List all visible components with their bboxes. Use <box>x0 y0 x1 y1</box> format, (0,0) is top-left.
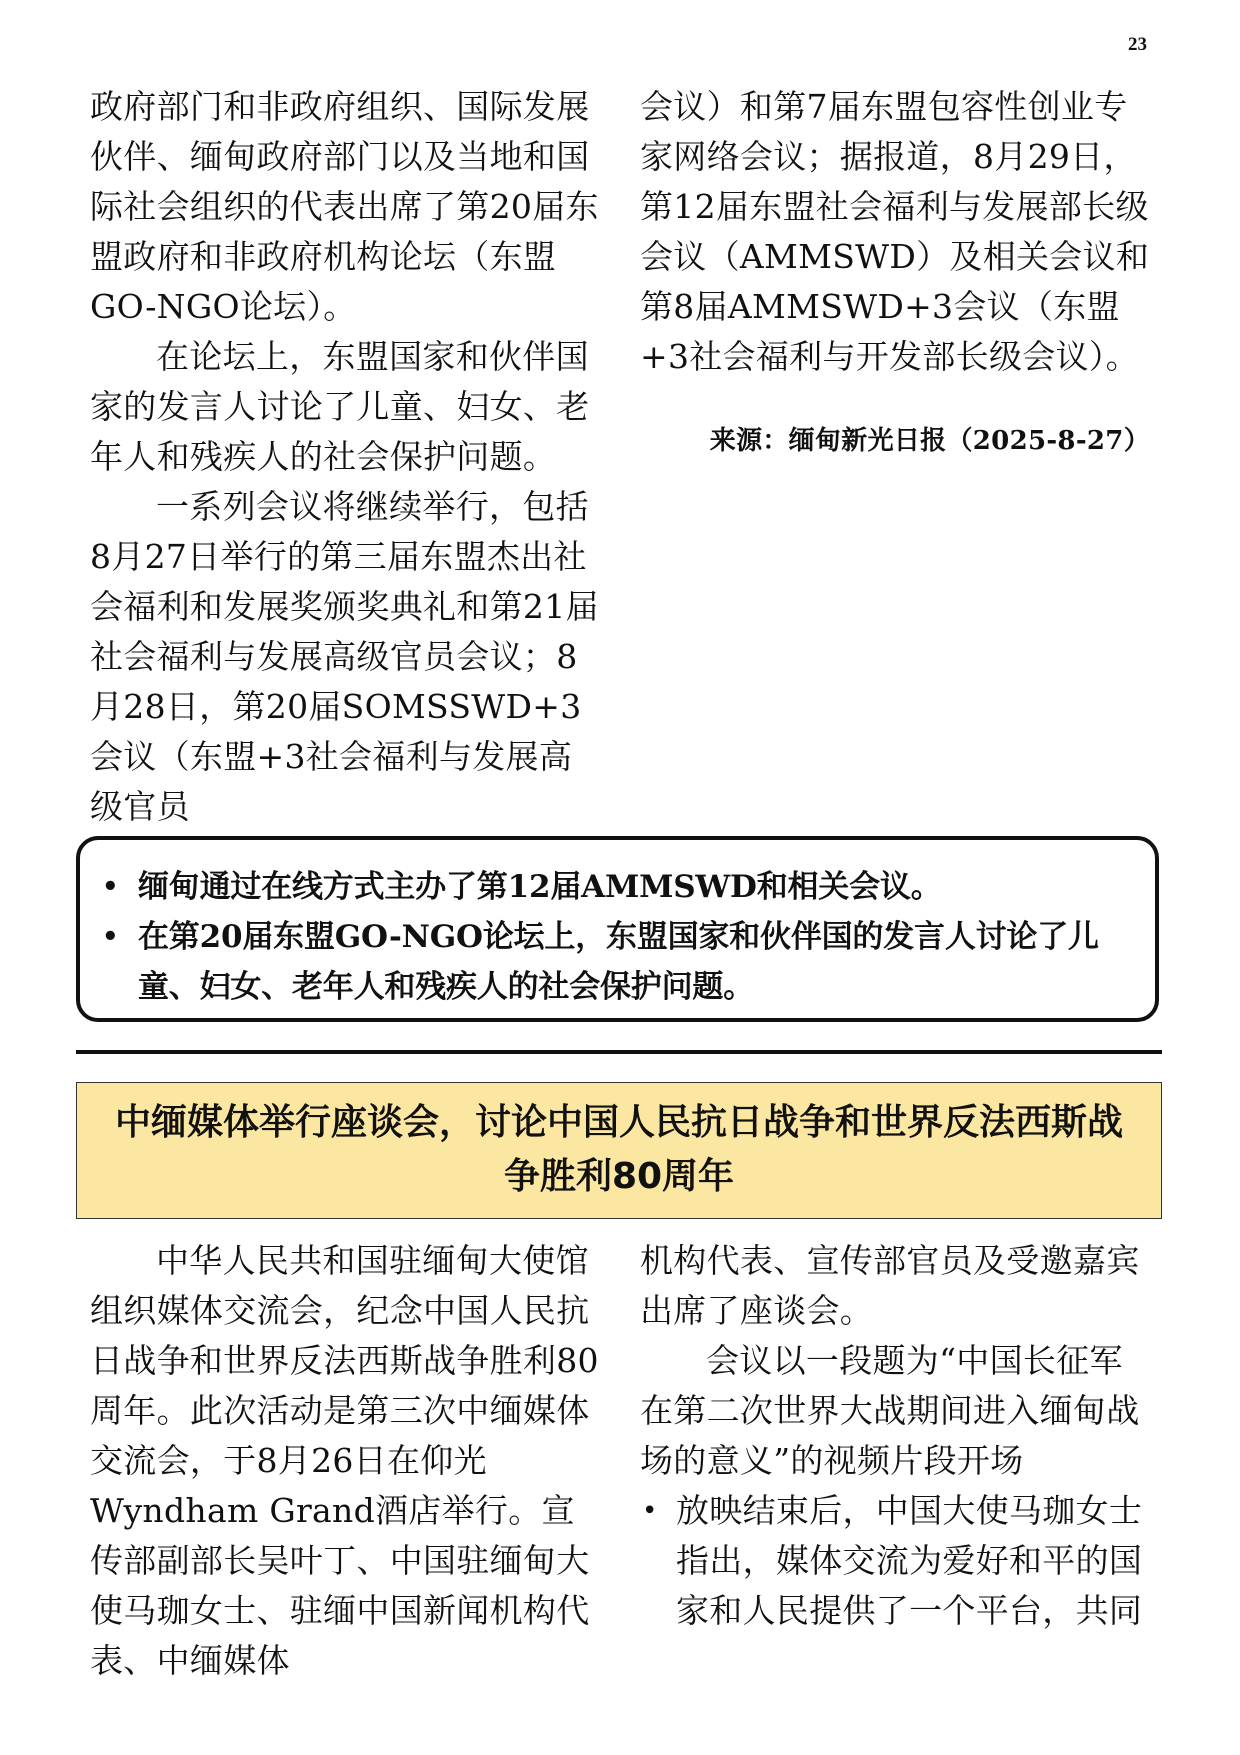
paragraph-event-intro: 中华人民共和国驻缅甸大使馆组织媒体交流会，纪念中国人民抗日战争和世界反法西斯战争胜利80周年。此次活动是第三次中缅媒体交流会，于8月26日在仰光Wyndham Grand酒店举行。宣传部副部长吴叶丁、中国驻缅甸大使马珈女士、驻缅中国新闻机构代表、中缅媒体 <box>90 1241 599 1680</box>
paragraph-attendees: 政府部门和非政府组织、国际发展伙伴、缅甸政府部门以及当地和国际社会组织的代表出席了第20届东盟政府和非政府机构论坛（东盟GO-NGO论坛）。 <box>90 87 599 326</box>
paragraph-meeting-series: 一系列会议将继续举行，包括8月27日举行的第三届东盟杰出社会福利和发展奖颁奖典礼和第21届社会福利与发展高级官员会议；8月28日，第20届SOMSSWD+3会议（东盟+3社会福利与发展高级官员 <box>90 487 599 826</box>
paragraph-attendees-continued: 机构代表、宣传部官员及受邀嘉宾出席了座谈会。 <box>640 1241 1140 1330</box>
page-number: 23 <box>1128 34 1147 55</box>
summary-item <box>96 862 1135 912</box>
article-bullet-text: 放映结束后，中国大使马珈女士指出，媒体交流为爱好和平的国家和人民提供了一个平台，共同 <box>676 1491 1143 1630</box>
paragraph-meeting-continuation: 会议）和第7届东盟包容性创业专家网络会议；据报道，8月29日，第12届东盟社会福利与发展部长级会议（AMMSWD）及相关会议和第8届AMMSWD+3会议（东盟+3社会福利与开发部长级会议）。 <box>640 87 1150 376</box>
article-title-line-1: 中缅媒体举行座谈会，讨论中国人民抗日战争和世界反法西斯战 <box>114 1102 1123 1143</box>
bullet-icon: • <box>102 872 119 902</box>
upper-right-column <box>640 82 1150 466</box>
article-bullet-list <box>640 1486 1150 1636</box>
summary-item <box>96 912 1135 1012</box>
paragraph-forum-discussion: 在论坛上，东盟国家和伙伴国家的发言人讨论了儿童、妇女、老年人和残疾人的社会保护问题。 <box>90 337 590 476</box>
article-left-column <box>90 1236 600 1686</box>
upper-left-column <box>90 82 600 832</box>
summary-item-text: 在第20届东盟GO-NGO论坛上，东盟国家和伙伴国的发言人讨论了儿童、妇女、老年人和残疾人的社会保护问题。 <box>138 919 1099 1005</box>
bullet-icon: • <box>642 1496 658 1526</box>
paragraph-video-opening: 会议以一段题为“中国长征军在第二次世界大战期间进入缅甸战场的意义”的视频片段开场 <box>640 1341 1140 1480</box>
article-title-line-2: 争胜利80周年 <box>503 1156 735 1197</box>
summary-box <box>76 836 1159 1022</box>
article-title-box <box>76 1082 1162 1219</box>
summary-list <box>96 862 1135 1012</box>
article-right-column <box>640 1236 1150 1636</box>
summary-item-text: 缅甸通过在线方式主办了第12届AMMSWD和相关会议。 <box>138 869 942 905</box>
article-bullet-item <box>640 1486 1150 1636</box>
section-divider <box>76 1050 1162 1054</box>
bullet-icon: • <box>102 922 119 952</box>
source-line: 来源：缅甸新光日报（2025-8-27） <box>709 426 1150 456</box>
